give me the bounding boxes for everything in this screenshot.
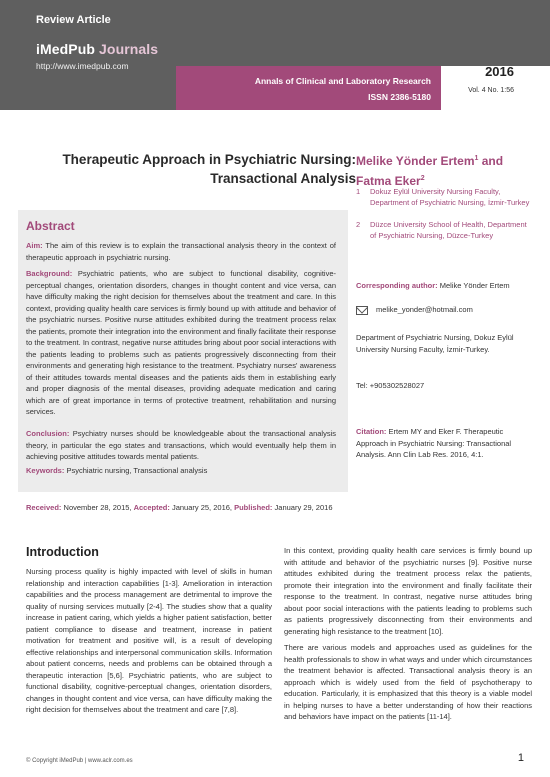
article-type-label: Review Article	[36, 14, 111, 26]
author-name: Fatma Eker	[356, 174, 421, 188]
issue-year: 2016	[485, 64, 514, 79]
article-title: Therapeutic Approach in Psychiatric Nursing: Transactional Analysis	[62, 152, 356, 186]
publisher-url[interactable]: http://www.imedpub.com	[36, 61, 129, 71]
corresponding-author: Corresponding author: Melike Yönder Ertem	[356, 281, 510, 290]
abstract-conclusion: Conclusion: Psychiatry nurses should be knowledgeable about the transactional analysis theory, in particular the ego states and transactions, which would eventually help them in achieving positive attitudes towards mental patients.	[26, 429, 336, 461]
footer-copyright: © Copyright iMedPub | www.aclr.com.es	[26, 758, 133, 764]
body-column-right	[284, 545, 532, 728]
envelope-icon	[356, 306, 368, 315]
author-list: Melike Yönder Ertem$^1$ and Fatma Eker$^2$	[356, 154, 504, 188]
author-name: Melike Yönder Ertem	[356, 154, 475, 168]
author-department: Department of Psychiatric Nursing, Dokuz Eylül University Nursing Faculty, İzmir-Turkey.	[356, 333, 514, 354]
abstract-aim: Aim: The aim of this review is to explain the transactional analysis theory in the context of therapeutic approach in psychiatric nursing.	[26, 241, 336, 262]
body-paragraph: In this context, providing quality health care services is firmly bound up with attitude and behavior of the psychiatric nurses [9]. Positive nurse attitudes exhibited during the treatment process relax the patients, promote their integration into the environment and finally facilitate their response to the treatment. In contrast, negative nurse attitudes bring about poor social interactions with the patients leading to problems such as patients progressively disconnecting from their environments and generating high resistance to the treatment [10].	[284, 546, 532, 636]
email-address[interactable]: melike_yonder@hotmail.com	[376, 305, 473, 314]
email-row[interactable]	[356, 305, 473, 315]
publisher-logo: iMedPub Journals	[36, 41, 159, 57]
affiliation-item: 2 Düzce University School of Health, Department of Psychiatric Nursing, Düzce-Turkey	[356, 220, 527, 240]
body-paragraph: There are various models and approaches used as guidelines for the health professionals to show in what ways and under which circumstances the treatment behavior is affected. Transactional analysis theory is an approach which is widely used from the field of psychotherapy to education. Particularly, it is emphasized that this theory is a viable model in helping nurses to have a better understanding of how their reactions and behaviors have impact on the patients [11-14].	[284, 643, 532, 721]
body-column-left: Nursing process quality is highly impacted with level of skills in human relationship and interaction capabilities [1-3]. Amelioration in interaction capabilities and the process management are detrimental to improve the quality of nursing services mutually [2-4]. The studies show that a quality increase in patient caring, which yields a higher patient satisfaction, better patient compliance to disease and treatment, increase in patient motivation for treatment and positive will, is a result of developing effective relationships and interpersonal communication skills. Information about patient concerns, needs and problems can be obtained through a therapeutic interaction [5,6]. Psychiatric patients, who are subject to functional disability, cognitive-perceptual changes, orientation disorders, changes in thought content and vice versa, can have difficulty making the right decision for themselves about the treatment and care [7,8].	[26, 567, 272, 714]
abstract-heading: Abstract	[26, 219, 75, 233]
issue-volume: Vol. 4 No. 1:56	[468, 87, 514, 94]
journal-name: Annals of Clinical and Laboratory Research	[254, 76, 431, 86]
journal-name-plate	[176, 66, 441, 110]
author-telephone: Tel: +905302528027	[356, 381, 425, 390]
section-heading-introduction: Introduction	[26, 545, 99, 559]
citation: Citation: Ertem MY and Eker F. Therapeutic Approach in Psychiatric Nursing: Transactional Analysis. Ann Clin Lab Res. 2016, 4:1.	[356, 427, 512, 459]
publication-dates: Received: November 28, 2015, Accepted: January 25, 2016, Published: January 29, 2016	[26, 503, 333, 512]
page-number: 1	[517, 752, 524, 764]
abstract-keywords: Keywords: Psychiatric nursing, Transactional analysis	[26, 466, 208, 475]
abstract-background: Background: Psychiatric patients, who are subject to functional disability, cognitive-perceptual changes, orientation disorders, changes in thought content and vice versa, can have difficulty making the right decision for themselves about the treatment and care. In this context, providing quality health care services is firmly bound up with attitude and behavior of the psychiatric nurses. Positive nurse attitudes exhibited during the treatment process relax the patients, promote their integration into the environment and finally facilitate their response to the treatment. In contrast, negative nurse attitudes bring about poor social interactions with the patients leading to problems such as patients progressively disconnecting from their environments and generating high resistance to the treatment. Psychiatry nurses' awareness of their attitudes towards mental diseases and the patients aids them in establishing early and proper diagnosis of the mental diseases, providing adequate medication and caring which are of great importance in terms of protective treatment, rehabilitation and nursing services.	[26, 269, 336, 416]
affiliation-item: 1 Dokuz Eylül University Nursing Faculty, Department of Psychiatric Nursing, İzmir-Turkey	[356, 187, 530, 207]
journal-issn: ISSN 2386-5180	[368, 92, 431, 102]
